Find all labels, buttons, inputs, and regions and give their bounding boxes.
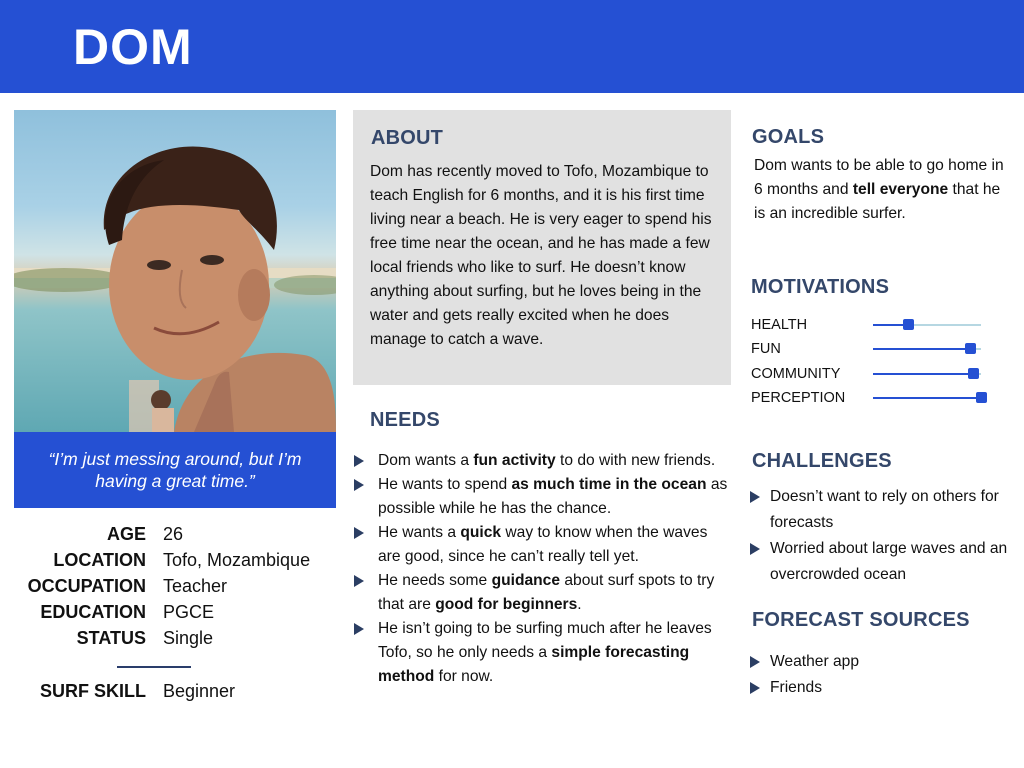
about-text: Dom has recently moved to Tofo, Mozambique to teach English for 6 months, and it is his first time living near a beach. He is very eager to spend his free time near the ocean, and he has made a few local friends who like to surf. He doesn’t know anything about surfing, but he loves being in the water and gets really excited when he does manage to catch a wave.: [370, 163, 712, 348]
bold-text: guidance: [491, 572, 561, 589]
bold-text: good for beginners: [435, 596, 578, 613]
fact-value: Tofo, Mozambique: [163, 550, 311, 570]
triangle-right-icon: [750, 656, 760, 668]
forecast-source-item: [750, 649, 1020, 675]
fact-label: STATUS: [76, 628, 146, 648]
fact-label: SURF SKILL: [40, 681, 146, 701]
motivation-knob: [976, 392, 987, 403]
fact-label: EDUCATION: [40, 602, 146, 622]
motivation-label: PERCEPTION: [751, 390, 846, 406]
fact-location: [14, 550, 336, 574]
needs-title: NEEDS: [370, 409, 440, 431]
bold-text: simple forecasting method: [378, 644, 690, 685]
triangle-right-icon: [354, 575, 364, 587]
text-run: as possible while he has the chance.: [378, 476, 728, 517]
motivation-perception: [751, 388, 1001, 408]
text-run: to do with new friends.: [555, 452, 716, 469]
fact-label: AGE: [106, 524, 146, 544]
need-item: [352, 473, 734, 521]
motivation-fun: [751, 339, 1001, 359]
challenges-list: [750, 484, 1020, 588]
need-item: [352, 569, 734, 617]
fact-value: Beginner: [163, 681, 236, 701]
facts-divider: [117, 666, 191, 668]
fact-value: Single: [163, 628, 214, 648]
triangle-right-icon: [354, 623, 364, 635]
text-run: He wants a: [378, 524, 461, 541]
motivation-fill: [873, 397, 981, 399]
motivation-community: [751, 364, 1001, 384]
about-title: ABOUT: [371, 127, 444, 149]
challenge-item: [750, 484, 1020, 536]
text-run: that he is an incredible surfer.: [754, 181, 1001, 222]
fact-label: LOCATION: [53, 550, 146, 570]
text-run: way to know when the waves are good, since he can’t really tell yet.: [378, 524, 708, 565]
motivation-slider: [873, 348, 981, 350]
fact-value: 26: [163, 524, 184, 544]
motivation-fill: [873, 348, 970, 350]
motivation-knob: [965, 343, 976, 354]
forecast-source-item: [750, 675, 1020, 701]
text-run: He wants to spend: [378, 476, 512, 493]
challenge-item: [750, 536, 1020, 588]
text-run: for now.: [434, 668, 494, 685]
goals-title: GOALS: [752, 126, 825, 148]
forecast-sources-list: [750, 649, 1020, 701]
goals-text: [754, 154, 1014, 226]
challenge-text: Worried about large waves and an overcrowded ocean: [770, 540, 1008, 583]
need-item: [352, 449, 734, 473]
persona-quote: “I’m just messing around, but I’m having a great time.”: [14, 432, 336, 508]
bold-text: quick: [460, 524, 502, 541]
motivation-knob: [968, 368, 979, 379]
fact-surf-skill: [14, 681, 336, 705]
triangle-right-icon: [750, 543, 760, 555]
motivation-health: [751, 315, 1001, 335]
about-panel: [353, 110, 731, 385]
fact-education: [14, 602, 336, 626]
fact-age: [14, 524, 336, 548]
text-run: about surf spots to try that are: [378, 572, 715, 613]
challenge-text: Doesn’t want to rely on others for forecasts: [770, 488, 999, 531]
motivation-label: FUN: [751, 341, 781, 357]
triangle-right-icon: [354, 527, 364, 539]
motivation-slider: [873, 373, 981, 375]
persona-photo: [14, 110, 336, 432]
bold-text: tell everyone: [852, 181, 949, 198]
triangle-right-icon: [354, 479, 364, 491]
motivation-label: COMMUNITY: [751, 366, 841, 382]
motivation-label: HEALTH: [751, 317, 808, 333]
forecast-source-text: Friends: [770, 679, 822, 696]
motivation-slider: [873, 324, 981, 326]
text-run: He isn’t going to be surfing much after he leaves Tofo, so he only needs a: [378, 620, 712, 661]
fact-value: Teacher: [163, 576, 228, 596]
header-bar: [0, 0, 1024, 93]
forecast-source-text: Weather app: [770, 653, 860, 670]
motivation-knob: [903, 319, 914, 330]
motivation-slider: [873, 397, 981, 399]
need-item: [352, 617, 734, 689]
text-run: .: [577, 596, 582, 613]
triangle-right-icon: [750, 491, 760, 503]
needs-list: [352, 449, 734, 689]
motivations-title: MOTIVATIONS: [751, 276, 890, 298]
fact-label: OCCUPATION: [27, 576, 146, 596]
triangle-right-icon: [354, 455, 364, 467]
text-run: Dom wants to be able to go home in 6 months and: [754, 157, 1004, 198]
text-run: He needs some: [378, 572, 492, 589]
persona-name: DOM: [73, 19, 193, 75]
fact-occupation: [14, 576, 336, 600]
bold-text: fun activity: [473, 452, 556, 469]
need-item: [352, 521, 734, 569]
forecast-sources-title: FORECAST SOURCES: [752, 609, 970, 631]
bold-text: as much time in the ocean: [511, 476, 707, 493]
fact-value: PGCE: [163, 602, 215, 622]
motivation-fill: [873, 373, 973, 375]
fact-status: [14, 628, 336, 652]
text-run: Dom wants a: [378, 452, 474, 469]
challenges-title: CHALLENGES: [752, 450, 892, 472]
triangle-right-icon: [750, 682, 760, 694]
